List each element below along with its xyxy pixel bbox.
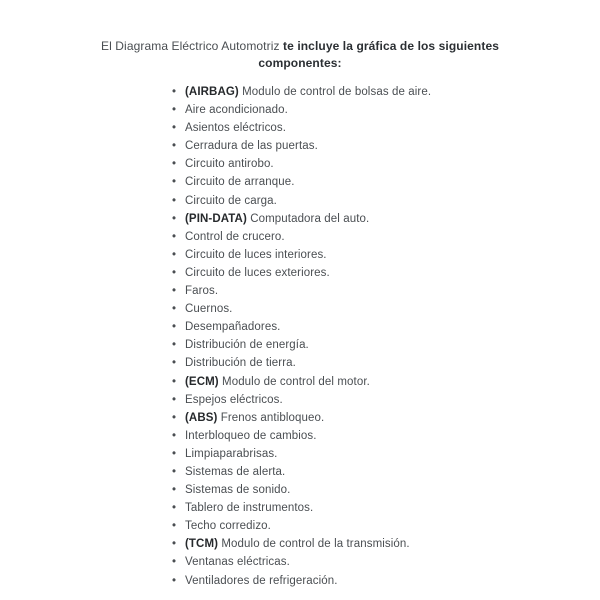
bullet-icon: • [172, 230, 177, 243]
list-item [172, 553, 600, 571]
list-item-text: Circuito de arranque. [185, 176, 295, 189]
list-item [172, 282, 600, 300]
list-item-text: Ventiladores de refrigeración. [185, 574, 338, 587]
list-item-text: Cuernos. [185, 303, 233, 316]
bullet-icon: • [172, 285, 177, 298]
list-item-text: Sistemas de sonido. [185, 484, 291, 497]
list-item-text: Circuito de luces interiores. [185, 248, 327, 261]
list-item-text: Faros. [185, 285, 219, 298]
list-item-text: Circuito antirobo. [185, 158, 274, 171]
list-item [172, 463, 600, 481]
bullet-icon: • [172, 104, 177, 117]
bullet-icon: • [172, 429, 177, 442]
bullet-icon: • [172, 465, 177, 478]
page-title-bold: te incluye la gráfica de los siguientes componentes: [258, 39, 499, 70]
list-item-text: Limpiaparabrisas. [185, 447, 278, 460]
list-item-text: Techo corredizo. [185, 520, 271, 533]
list-item-text: Modulo de control de la transmisión. [218, 538, 410, 551]
list-item-text: Frenos antibloqueo. [217, 411, 325, 424]
list-item-text: Tablero de instrumentos. [185, 502, 314, 515]
list-item [172, 391, 600, 409]
bullet-icon: • [172, 574, 177, 587]
list-item [172, 445, 600, 463]
bullet-icon: • [172, 357, 177, 370]
bullet-icon: • [172, 122, 177, 135]
bullet-icon: • [172, 520, 177, 533]
bullet-icon: • [172, 86, 177, 98]
list-item-text: Circuito de carga. [185, 194, 277, 207]
list-item [172, 264, 600, 282]
list-item-text: Modulo de control de bolsas de aire. [238, 86, 432, 98]
bullet-icon: • [172, 556, 177, 569]
list-item [172, 155, 600, 173]
components-list [0, 83, 600, 590]
bullet-icon: • [172, 321, 177, 334]
bullet-icon: • [172, 176, 177, 189]
list-item-bold-label: (TCM) [185, 538, 219, 551]
list-item-text: Circuito de luces exteriores. [185, 266, 330, 279]
list-item-bold-label: (PIN-DATA) [185, 212, 247, 225]
list-item-text: Computadora del auto. [246, 212, 370, 225]
page-title [95, 38, 505, 72]
list-item-text: Modulo de control del motor. [218, 375, 370, 388]
list-item-bold-label: (ABS) [185, 411, 218, 424]
bullet-icon: • [172, 194, 177, 207]
list-item-text: Espejos eléctricos. [185, 393, 283, 406]
bullet-icon: • [172, 248, 177, 261]
list-item [172, 517, 600, 535]
bullet-icon: • [172, 484, 177, 497]
list-item [172, 336, 600, 354]
list-item [172, 101, 600, 119]
list-item-text: Cerradura de las puertas. [185, 140, 318, 153]
bullet-icon: • [172, 375, 177, 388]
list-item [172, 318, 600, 336]
list-item [172, 210, 600, 228]
bullet-icon: • [172, 502, 177, 515]
bullet-icon: • [172, 411, 177, 424]
list-item-text: Asientos eléctricos. [185, 122, 287, 135]
list-item-bold-label: (AIRBAG) [185, 86, 239, 98]
bullet-icon: • [172, 393, 177, 406]
bullet-icon: • [172, 158, 177, 171]
bullet-icon: • [172, 303, 177, 316]
list-item [172, 246, 600, 264]
bullet-icon: • [172, 212, 177, 225]
bullet-icon: • [172, 339, 177, 352]
list-item [172, 300, 600, 318]
list-item [172, 373, 600, 391]
list-item [172, 173, 600, 191]
bullet-icon: • [172, 266, 177, 279]
list-item-text: Aire acondicionado. [185, 104, 288, 117]
list-item [172, 354, 600, 372]
bullet-icon: • [172, 140, 177, 153]
list-item-text: Control de crucero. [185, 230, 285, 243]
list-item-bold-label: (ECM) [185, 375, 219, 388]
list-item [172, 137, 600, 155]
bullet-icon: • [172, 447, 177, 460]
list-item [172, 192, 600, 210]
list-item-text: Ventanas eléctricas. [185, 556, 290, 569]
list-item-text: Distribución de energía. [185, 339, 309, 352]
list-item-text: Distribución de tierra. [185, 357, 296, 370]
list-item-text: Interbloqueo de cambios. [185, 429, 317, 442]
list-item-text: Desempañadores. [185, 321, 281, 334]
list-item [172, 83, 600, 101]
list-item [172, 481, 600, 499]
list-item [172, 572, 600, 590]
list-item [172, 499, 600, 517]
list-item [172, 535, 600, 553]
page-title-normal: El Diagrama Eléctrico Automotriz [100, 39, 284, 53]
list-item [172, 409, 600, 427]
list-item [172, 119, 600, 137]
list-item [172, 427, 600, 445]
list-item-text: Sistemas de alerta. [185, 465, 286, 478]
bullet-icon: • [172, 538, 177, 551]
list-item [172, 228, 600, 246]
